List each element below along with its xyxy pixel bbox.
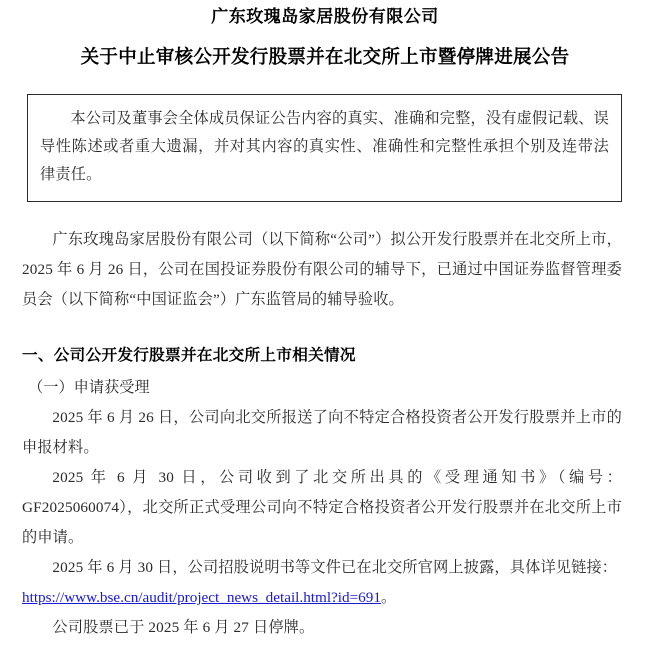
disclaimer-box	[27, 94, 622, 202]
paragraph-suspension: 公司股票已于 2025 年 6 月 27 日停牌。	[52, 619, 315, 636]
paragraph-acceptance: 2025 年 6 月 30 日，公司收到了北交所出具的《受理通知书》（编号：GF2025060074），北交所正式受理公司向不特定合格投资者公开发行股票并在北交所上市的申请。	[22, 469, 622, 546]
section-heading-1: 一、公司公开发行股票并在北交所上市相关情况	[22, 347, 356, 364]
subsection-heading-1-1: （一）申请获受理	[28, 379, 150, 396]
page-title-subject: 关于中止审核公开发行股票并在北交所上市暨停牌进展公告	[80, 48, 570, 68]
paragraph-disclosure: 2025 年 6 月 30 日，公司招股说明书等文件已在北交所官网上披露，具体详见链接：	[52, 559, 618, 576]
disclaimer-wrapper	[27, 94, 622, 202]
document-body	[22, 225, 622, 643]
page-title-company: 广东玫瑰岛家居股份有限公司	[211, 7, 439, 26]
disclaimer-text: 本公司及董事会全体成员保证公告内容的真实、准确和完整，没有虚假记载、误导性陈述或者重大遗漏，并对其内容的真实性、准确性和完整性承担个别及连带法律责任。	[40, 110, 609, 183]
prospectus-disclosure-link[interactable]: https://www.bse.cn/audit/project_news_detail.html?id=691	[22, 589, 381, 606]
link-trailing-punctuation: 。	[380, 589, 397, 606]
paragraph-submission: 2025 年 6 月 26 日，公司向北交所报送了向不特定合格投资者公开发行股票并上市的申报材料。	[22, 409, 622, 456]
disclosure-link-line	[22, 583, 622, 613]
intro-paragraph: 广东玫瑰岛家居股份有限公司（以下简称“公司”）拟公开发行股票并在北交所上市，2025 年 6 月 26 日，公司在国投证券股份有限公司的辅导下，已通过中国证券监督管理委员会（以下简称“中国证监会”）广东监管局的辅导验收。	[22, 231, 622, 308]
